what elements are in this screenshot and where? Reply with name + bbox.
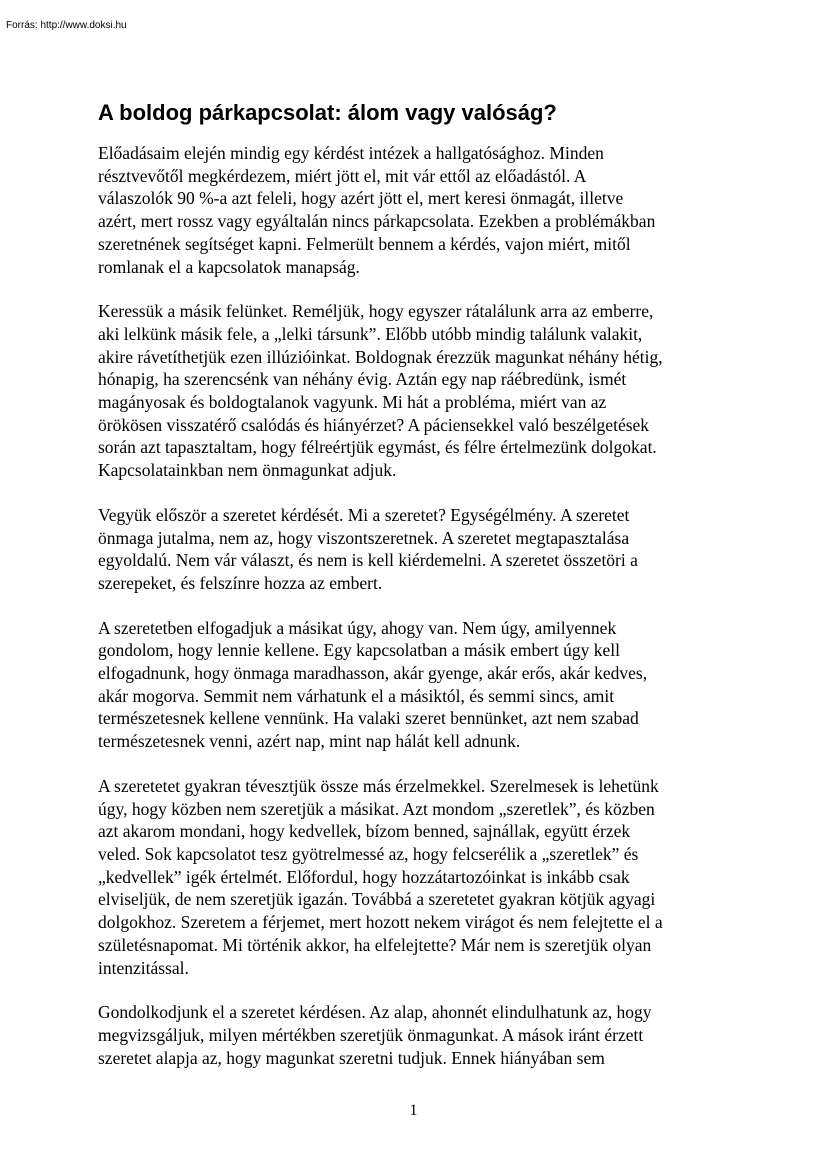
text-line: Keressük a másik felünket. Reméljük, hogy egyszer rátalálunk arra az emberre, bbox=[98, 301, 654, 322]
text-line: azt akarom mondani, hogy kedvellek, bízom benned, sajnállak, együtt érzek bbox=[98, 821, 631, 842]
text-line: intenzitással. bbox=[98, 957, 189, 978]
document-body bbox=[98, 142, 738, 1091]
text-line: romlanak el a kapcsolatok manapság. bbox=[98, 256, 360, 277]
text-line: akire rávetíthetjük ezen illúzióinkat. Boldognak érezzük magunkat néhány hétig, bbox=[98, 346, 663, 367]
text-line: úgy, hogy közben nem szeretjük a másikat. Azt mondom „szeretlek”, és közben bbox=[98, 798, 655, 819]
text-line: aki lelkünk másik fele, a „lelki társunk”. Előbb utóbb mindig találunk valakit, bbox=[98, 323, 643, 344]
text-line: szerepeket, és felszínre hozza az embert. bbox=[98, 572, 383, 593]
text-line: természetesnek kellene vennünk. Ha valaki szeret bennünket, azt nem szabad bbox=[98, 708, 639, 729]
paragraph-5 bbox=[98, 775, 738, 979]
text-line: Előadásaim elején mindig egy kérdést intézek a hallgatósághoz. Minden bbox=[98, 143, 604, 163]
paragraph-6 bbox=[98, 1001, 738, 1069]
text-line: természetesnek venni, azért nap, mint nap hálát kell adnunk. bbox=[98, 731, 521, 752]
page-title: A boldog párkapcsolat: álom vagy valóság? bbox=[98, 100, 557, 125]
text-line: válaszolók 90 %-a azt feleli, hogy azért jött el, mert keresi önmagát, illetve bbox=[98, 188, 624, 209]
text-line: Vegyük először a szeretet kérdését. Mi a szeretet? Egységélmény. A szeretet bbox=[98, 504, 630, 525]
text-line: résztvevőtől megkérdezem, miért jött el, mit vár ettől az előadástól. A bbox=[98, 165, 587, 186]
text-line: A szeretetet gyakran tévesztjük össze más érzelmekkel. Szerelmesek is lehetünk bbox=[98, 775, 659, 796]
text-line: hónapig, ha szerencsénk van néhány évig. Aztán egy nap ráébredünk, ismét bbox=[98, 369, 627, 390]
paragraph-1 bbox=[98, 142, 738, 278]
text-line: önmaga jutalma, nem az, hogy viszontszeretnek. A szeretet megtapasztalása bbox=[98, 527, 630, 548]
paragraph-2 bbox=[98, 300, 738, 482]
text-line: A szeretetben elfogadjuk a másikat úgy, ahogy van. Nem úgy, amilyennek bbox=[98, 617, 617, 638]
text-line: Kapcsolatainkban nem önmagunkat adjuk. bbox=[98, 460, 397, 481]
paragraph-3 bbox=[98, 504, 738, 595]
text-line: azért, mert rossz vagy egyáltalán nincs párkapcsolata. Ezekben a problémákban bbox=[98, 211, 656, 232]
text-line: örökösen visszatérő csalódás és hiányérzet? A páciensekkel való beszélgetések bbox=[98, 414, 650, 435]
text-line: akár mogorva. Semmit nem várhatunk el a másiktól, és semmi sincs, amit bbox=[98, 685, 615, 706]
source-url: Forrás: http://www.doksi.hu bbox=[6, 20, 127, 31]
text-line: dolgokhoz. Szeretem a férjemet, mert hozott nekem virágot és nem felejtette el a bbox=[98, 912, 663, 933]
text-line: Gondolkodjunk el a szeretet kérdésen. Az alap, ahonnét elindulhatunk az, hogy bbox=[98, 1002, 652, 1023]
paragraph-4 bbox=[98, 617, 738, 753]
text-line: magányosak és boldogtalanok vagyunk. Mi hát a probléma, miért van az bbox=[98, 392, 607, 413]
text-line: „kedvellek” igék értelmét. Előfordul, hogy hozzátartozóinkat is inkább csak bbox=[98, 866, 630, 887]
text-line: egyoldalú. Nem vár választ, és nem is kell kiérdemelni. A szeretet összetöri a bbox=[98, 550, 638, 571]
text-line: szeretnének segítséget kapni. Felmerült bennem a kérdés, vajon miért, mitől bbox=[98, 233, 631, 254]
text-line: születésnapomat. Mi történik akkor, ha elfelejtette? Már nem is szeretjük olyan bbox=[98, 934, 652, 955]
text-line: gondolom, hogy lennie kellene. Egy kapcsolatban a másik embert úgy kell bbox=[98, 640, 620, 661]
text-line: veled. Sok kapcsolatot tesz gyötrelmessé az, hogy felcserélik a „szeretlek” és bbox=[98, 843, 639, 864]
text-line: elviseljük, de nem szeretjük igazán. Továbbá a szeretetet gyakran kötjük agyagi bbox=[98, 889, 656, 910]
text-line: szeretet alapja az, hogy magunkat szeretni tudjuk. Ennek hiányában sem bbox=[98, 1047, 605, 1068]
text-line: megvizsgáljuk, milyen mértékben szeretjük önmagunkat. A mások iránt érzett bbox=[98, 1024, 644, 1045]
page-number: 1 bbox=[409, 1102, 418, 1119]
text-line: során azt tapasztaltam, hogy félreértjük egymást, és félre értelmezünk dolgokat. bbox=[98, 437, 657, 458]
text-line: elfogadnunk, hogy önmaga maradhasson, akár gyenge, akár erős, akár kedves, bbox=[98, 663, 648, 684]
